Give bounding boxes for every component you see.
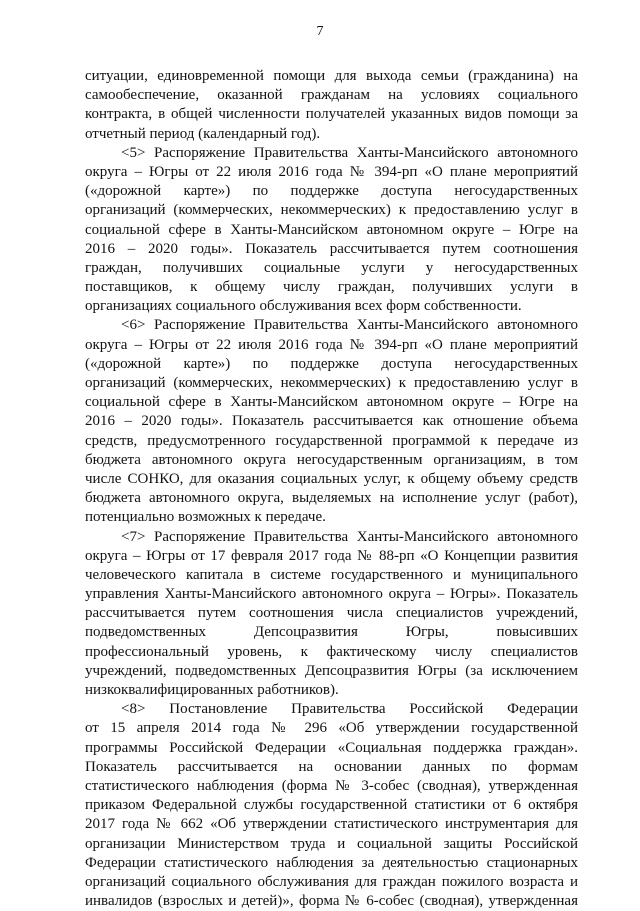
text-line: статистического наблюдения (форма № 3-собес (сводная), утвержденная <box>85 777 578 794</box>
text-line: подведомственных Депсоцразвития Югры, повысивших <box>85 624 578 641</box>
text-line: потенциально возможных к передаче. <box>85 509 326 526</box>
text-line: человеческого капитала в системе государственного и муниципального <box>85 566 578 583</box>
text-line: 2016 – 2020 годы». Показатель рассчитывается как отношение объема <box>85 413 578 430</box>
text-line: рассчитывается путем соотношения числа специалистов учреждений, <box>85 605 578 622</box>
text-line: <5> Распоряжение Правительства Ханты-Мансийского автономного <box>121 144 578 161</box>
text-line: округа – Югры от 17 февраля 2017 года № 88-рп «О Концепции развития <box>85 547 578 564</box>
text-line: от 15 апреля 2014 года № 296 «Об утверждении государственной <box>85 720 578 737</box>
text-line: организаций (коммерческих, некоммерческих) к предоставлению услуг в <box>85 202 578 219</box>
text-line: поставщиков, к общему числу граждан, получивших услуги в <box>85 279 578 296</box>
text-line: («дорожной карте») по поддержке доступа негосударственных <box>85 355 578 372</box>
text-line: 2016 – 2020 годы». Показатель рассчитывается путем соотношения <box>85 240 578 257</box>
text-line: самообеспечение, оказанной гражданам на условиях социального <box>85 87 578 104</box>
text-line: округа – Югры от 22 июля 2016 года № 394-рп «О плане мероприятий <box>85 163 578 180</box>
text-line: контракта, в общей численности получателей указанных видов помощи за <box>85 106 578 123</box>
text-line: <7> Распоряжение Правительства Ханты-Мансийского автономного <box>121 528 578 545</box>
text-line: организаций (коммерческих, некоммерческих) к предоставлению услуг в <box>85 375 578 391</box>
text-line: программы Российской Федерации «Социальная поддержка граждан». <box>85 739 578 756</box>
text-line: бюджета автономного округа негосударственным организациям, в том <box>85 451 578 468</box>
paragraph <box>85 316 578 527</box>
text-line: приказом Федеральной службы государственной статистики от 6 октября <box>85 797 578 814</box>
text-line: отчетный период (календарный год). <box>85 125 321 142</box>
text-line: профессиональный уровень, к фактическому числу специалистов <box>85 643 578 660</box>
text-line: организаций социального обслуживания для граждан пожилого возраста и <box>85 873 578 890</box>
text-line: Федерации статистического наблюдения за деятельностью стационарных <box>85 854 578 871</box>
text-line: управления Ханты-Мансийского автономного округа – Югры». Показатель <box>85 586 578 603</box>
text-line: числе СОНКО, для оказания социальных услуг, к общему объему средств <box>85 470 578 487</box>
text-line: инвалидов (взрослых и детей)», форма № 6-собес (сводная), утвержденная <box>85 893 578 910</box>
text-line: организациях социального обслуживания всех форм собственности. <box>85 298 522 315</box>
paragraph <box>85 700 578 911</box>
text-line: организации Министерством труда и социальной защиты Российской <box>85 835 578 852</box>
text-line: Показатель рассчитывается на основании данных по формам <box>85 758 578 775</box>
paragraph <box>85 144 578 317</box>
text-line: 2017 года № 662 «Об утверждении статистического инструментария для <box>85 816 578 833</box>
text-line: средств, предусмотренного государственной программой к передаче из <box>85 432 578 449</box>
text-line: («дорожной карте») по поддержке доступа негосударственных <box>85 183 578 200</box>
text-line: бюджета автономного округа, выделяемых на исполнение услуг (работ), <box>85 490 578 507</box>
text-line: социальной сфере в Ханты-Мансийском автономном округе – Югре на <box>85 221 578 238</box>
text-line: округа – Югры от 22 июля 2016 года № 394-рп «О плане мероприятий <box>85 336 578 353</box>
paragraph <box>85 67 578 144</box>
text-line: низкоквалифицированных работников). <box>85 682 339 698</box>
text-line: социальной сфере в Ханты-Мансийском автономном округе – Югре на <box>85 394 578 411</box>
text-line: граждан, получивших социальные услуги у негосударственных <box>85 259 578 276</box>
text-line: <6> Распоряжение Правительства Ханты-Мансийского автономного <box>121 317 578 334</box>
text-line: учреждений, подведомственных Депсоцразвития Югры (за исключением <box>85 662 578 679</box>
page-number: 7 <box>316 24 324 39</box>
text-line: <8> Постановление Правительства Российской Федерации <box>121 701 578 718</box>
document-body <box>85 67 578 911</box>
text-line: ситуации, единовременной помощи для выхода семьи (гражданина) на <box>85 68 578 84</box>
paragraph <box>85 528 578 701</box>
